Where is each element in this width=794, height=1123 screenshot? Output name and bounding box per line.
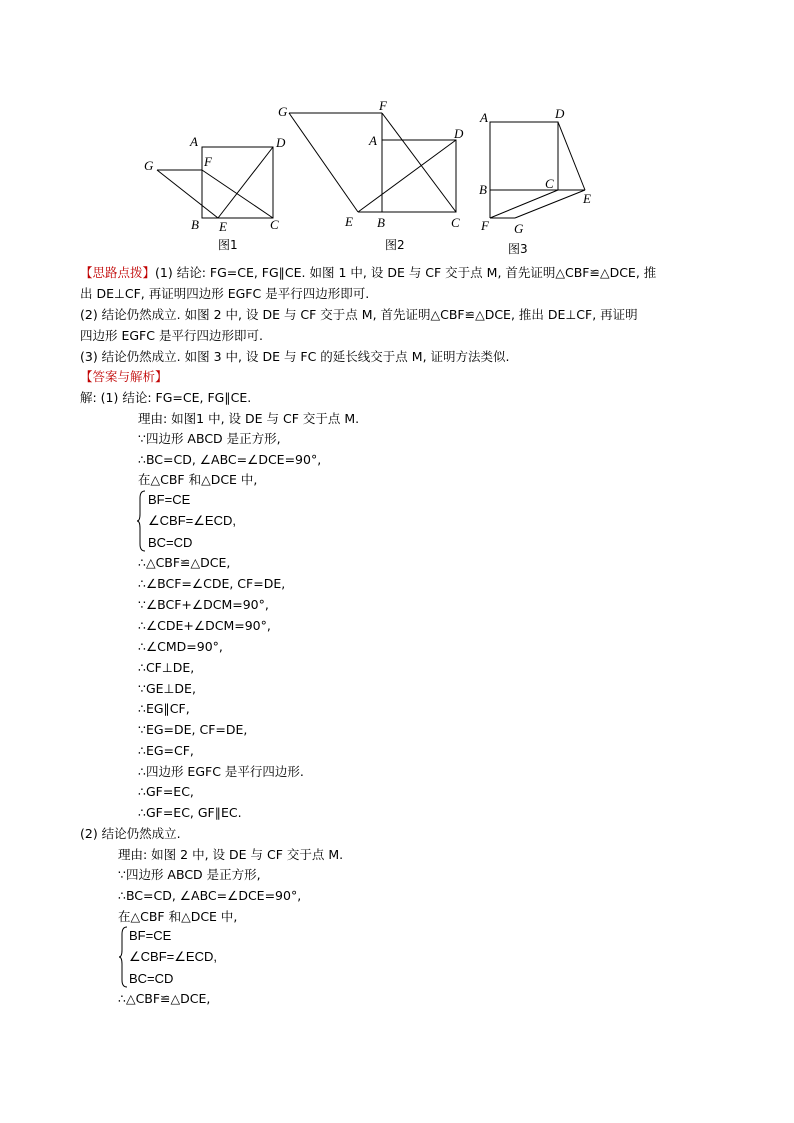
fig2-label-E: E xyxy=(345,214,353,229)
p1-step-11: ∴GF=EC, xyxy=(138,784,194,799)
p1-line-3: 在△CBF 和△DCE 中, xyxy=(138,472,258,487)
hint-line-1b: 出 DE⊥CF, 再证明四边形 EGFC 是平行四边形即可. xyxy=(80,286,370,301)
p1-system-eq-2: BC=CD xyxy=(148,535,193,550)
fig3-label-G: G xyxy=(514,221,524,236)
p2-line-1: ∵四边形 ABCD 是正方形, xyxy=(118,867,261,882)
fig1-label-G: G xyxy=(144,158,154,173)
p1-system-eq-0: BF=CE xyxy=(148,492,191,507)
p1-step-5: ∴CF⊥DE, xyxy=(138,660,195,675)
fig3-label-B: B xyxy=(479,182,487,197)
p2-system-eq-2: BC=CD xyxy=(129,971,174,986)
p1-step-10: ∴四边形 EGFC 是平行四边形. xyxy=(138,764,304,779)
p2-system-eq-1: ∠CBF=∠ECD, xyxy=(129,949,217,964)
p2-system-eq-0: BF=CE xyxy=(129,928,172,943)
p2-line-2: ∴BC=CD, ∠ABC=∠DCE=90°, xyxy=(118,888,302,903)
p1-step-7: ∴EG∥CF, xyxy=(138,701,190,716)
p2-line-3: 在△CBF 和△DCE 中, xyxy=(118,909,238,924)
hint-line-3: (3) 结论仍然成立. 如图 3 中, 设 DE 与 FC 的延长线交于点 M, 证明方法类似. xyxy=(80,349,510,364)
answer-part1-head: 解: (1) 结论: FG=CE, FG∥CE. xyxy=(80,390,252,405)
fig2-label-D: D xyxy=(454,126,464,141)
fig2-caption: 图2 xyxy=(385,238,405,252)
p1-step-6: ∵GE⊥DE, xyxy=(138,681,196,696)
figure-1-lines xyxy=(157,147,273,218)
figure-3-lines xyxy=(490,122,585,218)
figure-2-lines xyxy=(289,113,456,212)
fig1-label-D: D xyxy=(276,135,286,150)
geometry-figures xyxy=(0,0,794,265)
system-brace-1 xyxy=(136,490,146,552)
figures-area xyxy=(0,0,794,265)
answer-tag: 【答案与解析】 xyxy=(80,369,168,384)
fig3-caption: 图3 xyxy=(508,242,528,256)
p1-step-4: ∴∠CMD=90°, xyxy=(138,639,223,654)
fig2-label-F: F xyxy=(379,98,387,113)
hint-tag: 【思路点拨】 xyxy=(80,265,156,280)
fig3-label-D: D xyxy=(555,106,565,121)
fig3-label-C: C xyxy=(545,176,554,191)
p1-line-1: ∵四边形 ABCD 是正方形, xyxy=(138,431,281,446)
p1-step-0: ∴△CBF≌△DCE, xyxy=(138,555,231,570)
p1-step-8: ∵EG=DE, CF=DE, xyxy=(138,722,248,737)
p1-step-12: ∴GF=EC, GF∥EC. xyxy=(138,805,242,820)
p1-line-2: ∴BC=CD, ∠ABC=∠DCE=90°, xyxy=(138,452,322,467)
fig2-label-C: C xyxy=(451,215,460,230)
fig2-label-B: B xyxy=(377,215,385,230)
hint-line-2a: (2) 结论仍然成立. 如图 2 中, 设 DE 与 CF 交于点 M, 首先证明△CBF≌△DCE, 推出 DE⊥CF, 再证明 xyxy=(80,307,638,322)
p1-step-9: ∴EG=CF, xyxy=(138,743,194,758)
p1-line-0: 理由: 如图1 中, 设 DE 与 CF 交于点 M. xyxy=(138,411,360,426)
fig1-label-B: B xyxy=(191,217,199,232)
fig1-caption: 图1 xyxy=(218,238,238,252)
answer-part2-head: (2) 结论仍然成立. xyxy=(80,826,181,841)
fig3-label-A: A xyxy=(480,110,488,125)
fig2-label-A: A xyxy=(369,133,377,148)
fig1-label-A: A xyxy=(190,134,198,149)
p1-step-1: ∴∠BCF=∠CDE, CF=DE, xyxy=(138,576,286,591)
fig3-label-F: F xyxy=(481,218,489,233)
p1-step-3: ∴∠CDE+∠DCM=90°, xyxy=(138,618,271,633)
p1-step-2: ∵∠BCF+∠DCM=90°, xyxy=(138,597,269,612)
hint-text-1a: (1) 结论: FG=CE, FG∥CE. 如图 1 中, 设 DE 与 CF 交于点 M, 首先证明△CBF≌△DCE, 推 xyxy=(155,265,657,280)
fig1-label-E: E xyxy=(219,219,227,234)
fig2-label-G: G xyxy=(278,104,288,119)
system-brace-2 xyxy=(118,926,128,988)
hint-line-2b: 四边形 EGFC 是平行四边形即可. xyxy=(80,328,263,343)
p2-last-line: ∴△CBF≌△DCE, xyxy=(118,991,211,1006)
p2-line-0: 理由: 如图 2 中, 设 DE 与 CF 交于点 M. xyxy=(118,847,344,862)
fig1-label-C: C xyxy=(270,217,279,232)
fig1-label-F: F xyxy=(204,154,212,169)
hint-line-1a xyxy=(80,264,656,282)
fig3-label-E: E xyxy=(583,191,591,206)
p1-system-eq-1: ∠CBF=∠ECD, xyxy=(148,513,236,528)
